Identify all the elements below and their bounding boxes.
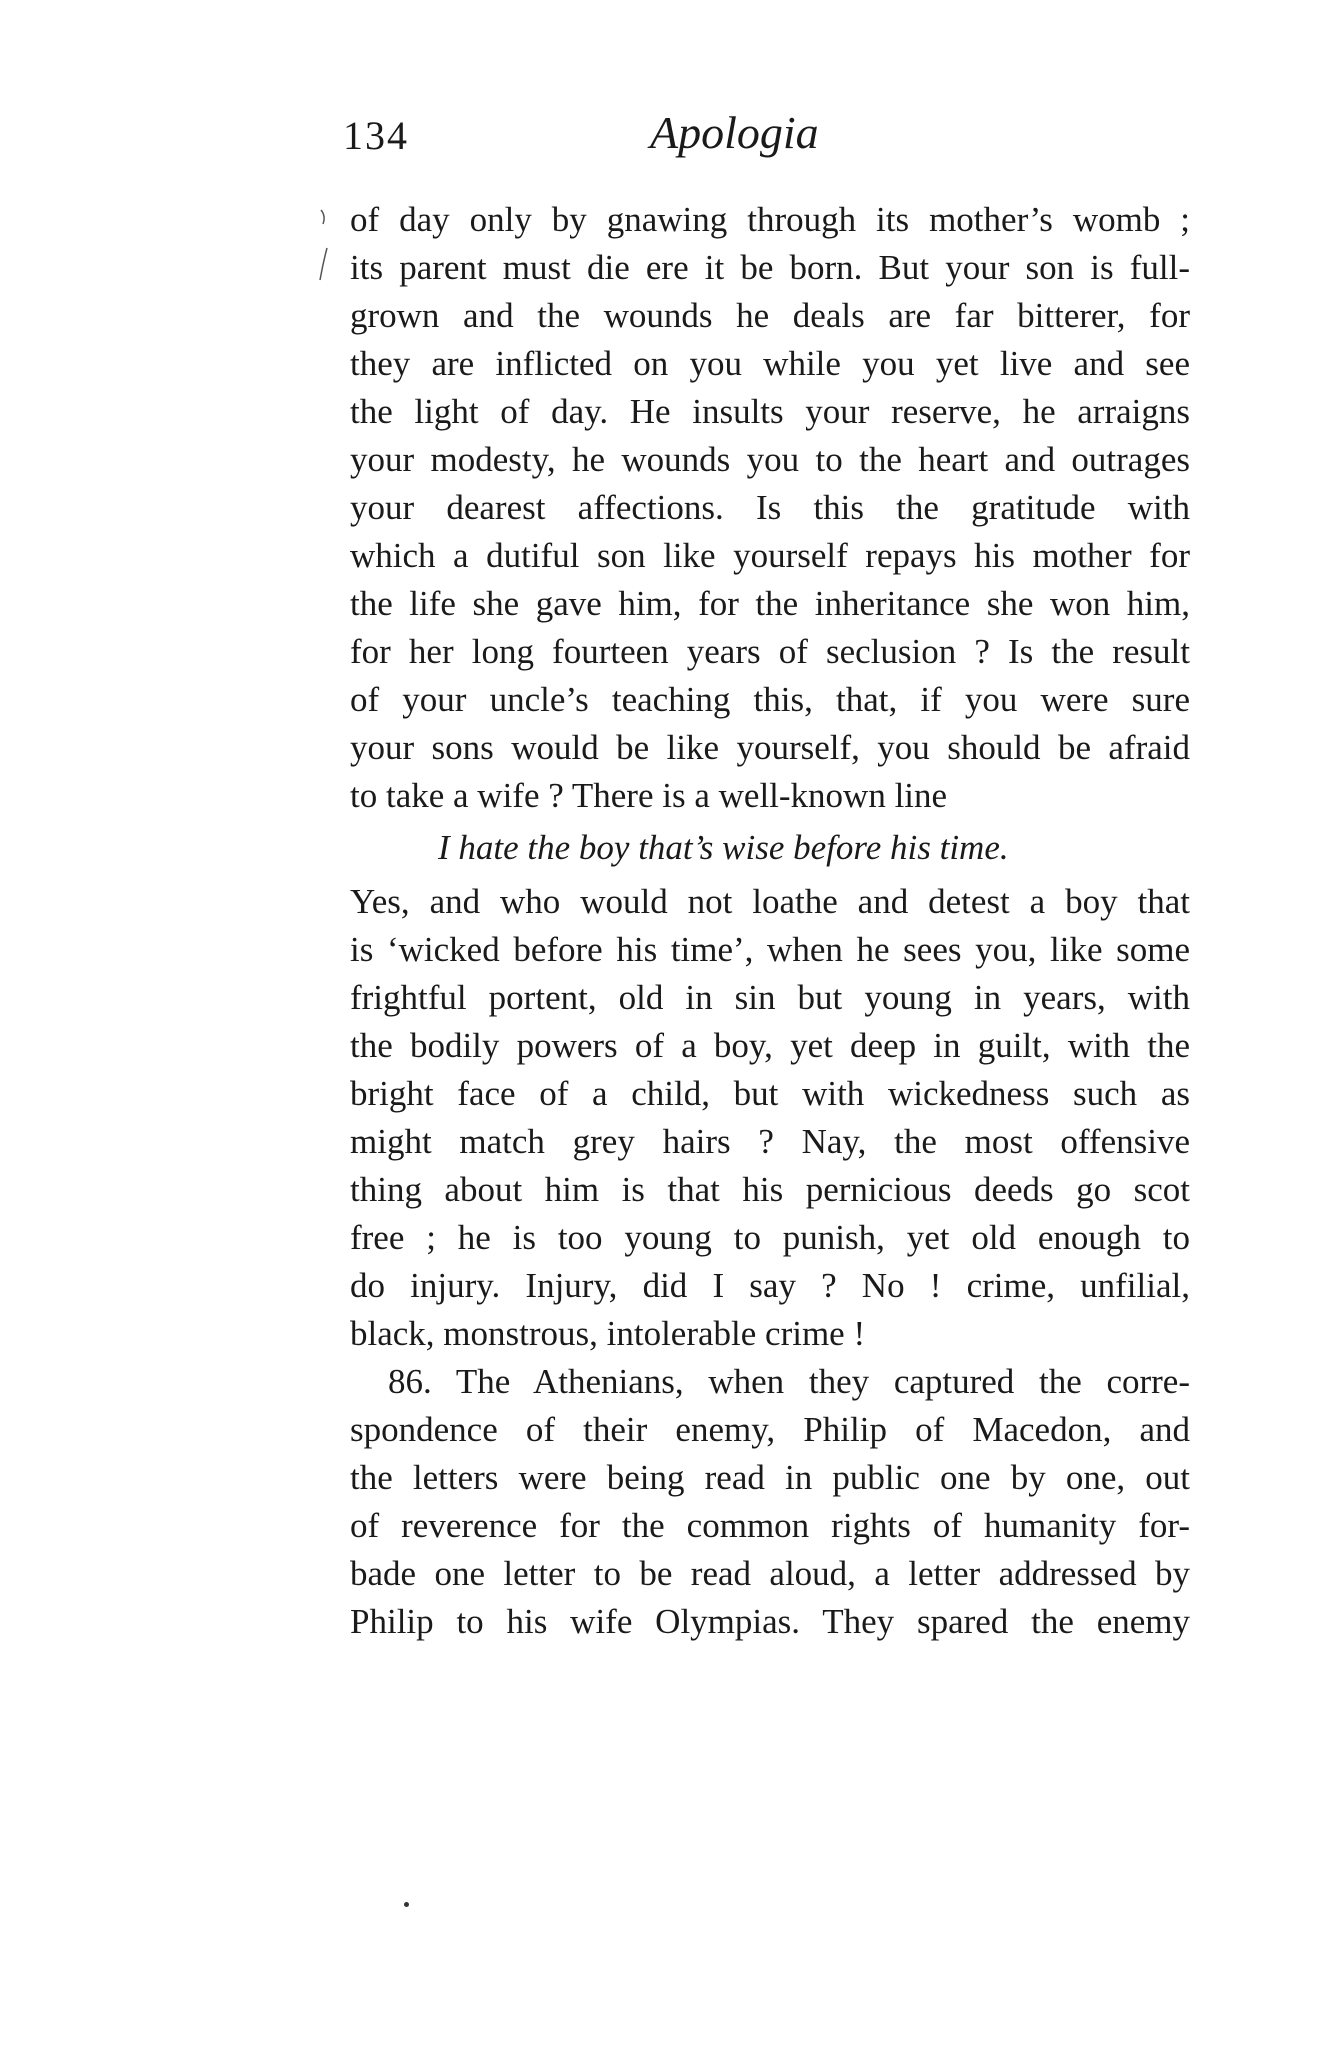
- text-line: your sons would be like yourself, you should be afraid: [350, 728, 1190, 767]
- text-line: of your uncle’s teaching this, that, if you were sure: [350, 680, 1190, 719]
- text-line: they are inflicted on you while you yet live and see: [350, 344, 1190, 383]
- body-text: [350, 196, 1190, 1646]
- text-line: do injury. Injury, did I say ? No ! crime, unfilial,: [350, 1266, 1190, 1305]
- verse-quotation: I hate the boy that’s wise before his time.: [438, 828, 1009, 867]
- paragraph-86-line: of reverence for the common rights of humanity for-: [350, 1506, 1190, 1545]
- paragraph-86-line: spondence of their enemy, Philip of Macedon, and: [350, 1410, 1190, 1449]
- text-line: frightful portent, old in sin but young in years, with: [350, 978, 1190, 1017]
- paragraph-86-line: bade one letter to be read aloud, a letter addressed by: [350, 1554, 1190, 1593]
- text-line: your modesty, he wounds you to the heart and outrages: [350, 440, 1190, 479]
- page-number: 134: [343, 113, 409, 158]
- text-line: might match grey hairs ? Nay, the most offensive: [350, 1122, 1190, 1161]
- text-line: Yes, and who would not loathe and detest a boy that: [350, 882, 1190, 921]
- text-line: your dearest affections. Is this the gratitude with: [350, 488, 1190, 527]
- stray-ink-dot: [404, 1902, 409, 1907]
- text-line: black, monstrous, intolerable crime !: [350, 1314, 866, 1353]
- paragraph-86-line: Philip to his wife Olympias. They spared the enemy: [350, 1602, 1190, 1641]
- text-line: thing about him is that his pernicious deeds go scot: [350, 1170, 1190, 1209]
- text-line: grown and the wounds he deals are far bitterer, for: [350, 296, 1190, 335]
- running-title: Apologia: [650, 107, 819, 158]
- paragraph-86-line: 86. The Athenians, when they captured the corre-: [388, 1362, 1190, 1401]
- text-line: free ; he is too young to punish, yet old enough to: [350, 1218, 1190, 1257]
- text-line: for her long fourteen years of seclusion ? Is the result: [350, 632, 1190, 671]
- text-line: which a dutiful son like yourself repays his mother for: [350, 536, 1190, 575]
- text-line: to take a wife ? There is a well-known line: [350, 776, 948, 815]
- text-line: is ‘wicked before his time’, when he sees you, like some: [350, 930, 1190, 969]
- text-line: bright face of a child, but with wickedness such as: [350, 1074, 1190, 1113]
- text-line: the life she gave him, for the inheritance she won him,: [350, 584, 1190, 623]
- text-line: of day only by gnawing through its mother’s womb ;: [350, 200, 1190, 239]
- text-line: the light of day. He insults your reserve, he arraigns: [350, 392, 1190, 431]
- text-line: its parent must die ere it be born. But your son is full-: [350, 248, 1190, 287]
- text-line: the bodily powers of a boy, yet deep in guilt, with the: [350, 1026, 1190, 1065]
- paragraph-86-line: the letters were being read in public one by one, out: [350, 1458, 1190, 1497]
- margin-pencil-mark: [317, 208, 331, 288]
